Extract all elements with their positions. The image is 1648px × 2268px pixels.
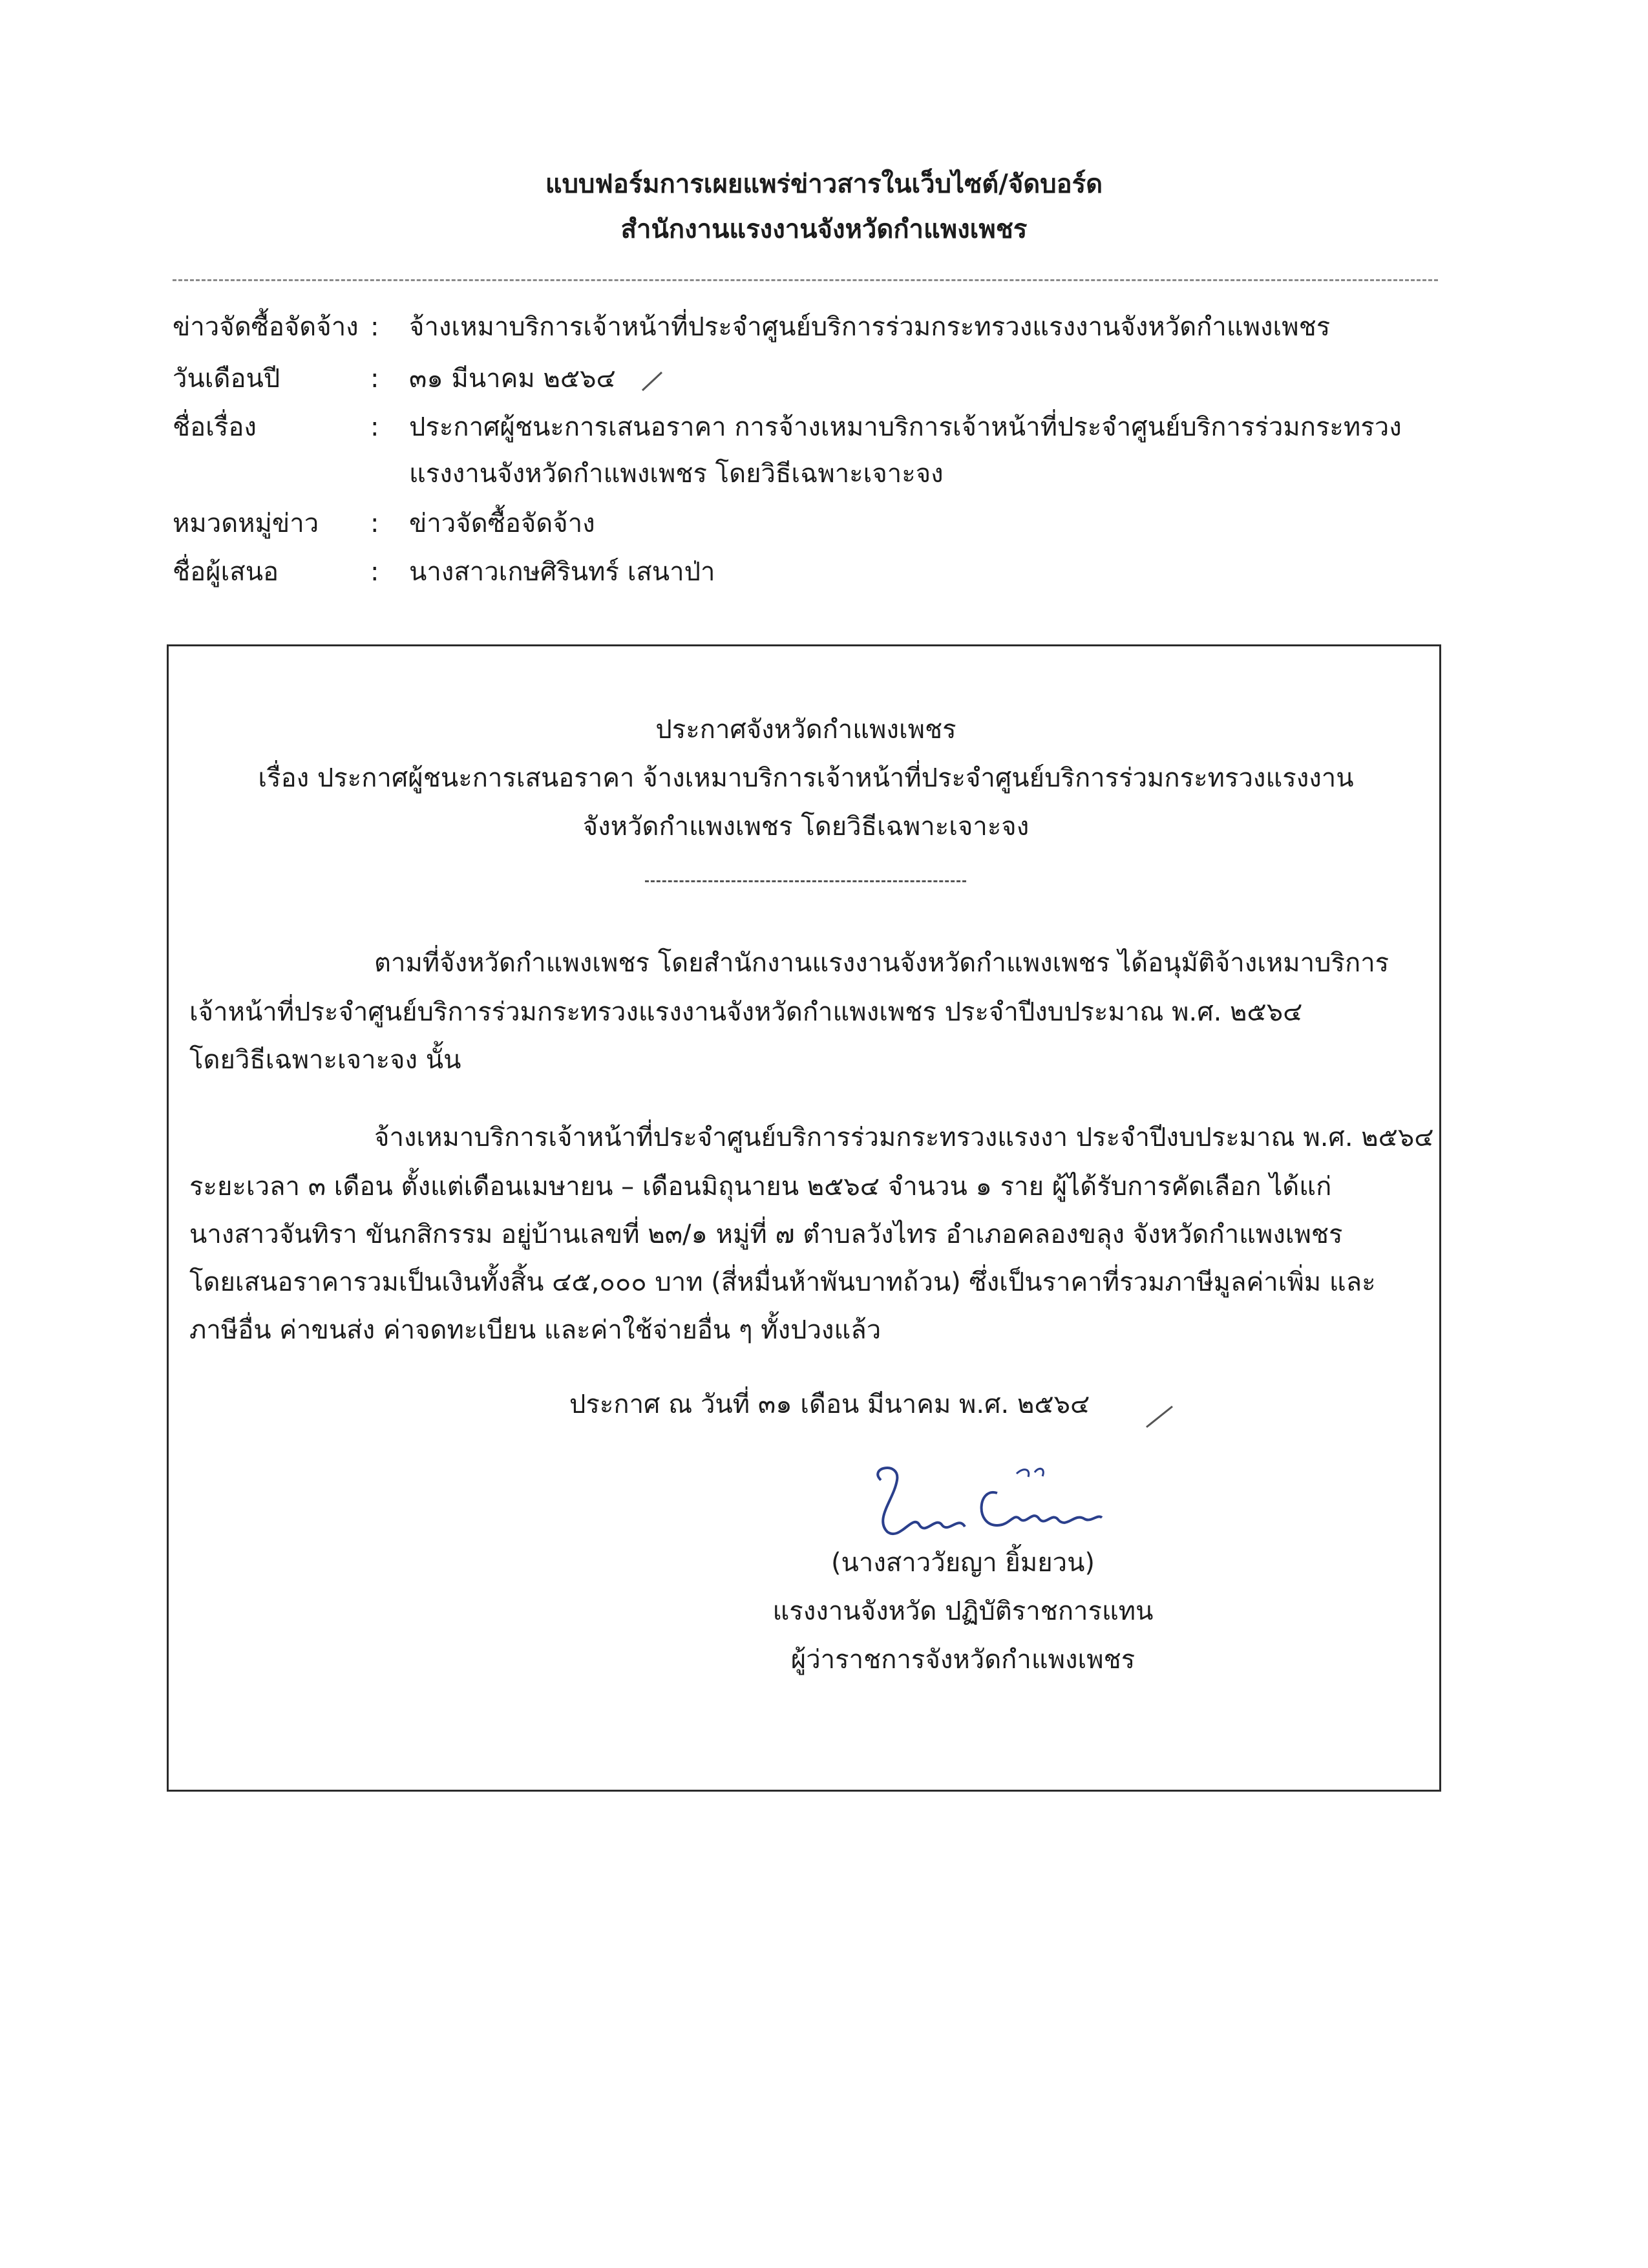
meta-value-continued: แรงงานจังหวัดกำแพงเพชร โดยวิธีเฉพาะเจาะจง bbox=[409, 459, 944, 489]
meta-colon: : bbox=[370, 509, 379, 538]
paragraph-line: นางสาวจันทิรา ขันกสิกรรม อยู่บ้านเลขที่ ๒๓/๑ หมู่ที่ ๗ ตำบลวังไทร อำเภอคลองขลุง จังหวัดกำแพงเพชร bbox=[189, 1220, 1343, 1249]
meta-value: ข่าวจัดซื้อจัดจ้าง bbox=[409, 509, 595, 538]
meta-value: จ้างเหมาบริการเจ้าหน้าที่ประจำศูนย์บริการร่วมกระทรวงแรงงานจังหวัดกำแพงเพชร bbox=[409, 312, 1331, 342]
meta-label: หมวดหมู่ข่าว bbox=[173, 509, 319, 538]
announcement-subject-cont: จังหวัดกำแพงเพชร โดยวิธีเฉพาะเจาะจง bbox=[582, 812, 1030, 842]
signatory-position: แรงงานจังหวัด ปฏิบัติราชการแทน bbox=[772, 1596, 1154, 1626]
paragraph-line: ภาษีอื่น ค่าขนส่ง ค่าจดทะเบียน และค่าใช้จ่ายอื่น ๆ ทั้งปวงแล้ว bbox=[189, 1315, 882, 1345]
paragraph-line: ตามที่จังหวัดกำแพงเพชร โดยสำนักงานแรงงานจังหวัดกำแพงเพชร ได้อนุมัติจ้างเหมาบริการ bbox=[374, 948, 1389, 978]
paragraph-line: โดยวิธีเฉพาะเจาะจง นั้น bbox=[189, 1045, 461, 1075]
meta-colon: : bbox=[370, 364, 379, 394]
paragraph-line: เจ้าหน้าที่ประจำศูนย์บริการร่วมกระทรวงแรงงานจังหวัดกำแพงเพชร ประจำปีงบประมาณ พ.ศ. ๒๕๖๔ bbox=[189, 997, 1303, 1027]
signatory-name: (นางสาววัยญา ยิ้มยวน) bbox=[830, 1548, 1095, 1578]
announcement-subject: เรื่อง ประกาศผู้ชนะการเสนอราคา จ้างเหมาบริการเจ้าหน้าที่ประจำศูนย์บริการร่วมกระทรวงแรงงาน bbox=[258, 763, 1354, 793]
paragraph-line: โดยเสนอราคารวมเป็นเงินทั้งสิ้น ๔๕,๐๐๐ บาท (สี่หมื่นห้าพันบาทถ้วน) ซึ่งเป็นราคาที่รวมภาษีมูลค่าเพิ่ม และ bbox=[189, 1267, 1376, 1297]
signatory-position-cont: ผู้ว่าราชการจังหวัดกำแพงเพชร bbox=[790, 1645, 1136, 1675]
meta-value: ประกาศผู้ชนะการเสนอราคา การจ้างเหมาบริการเจ้าหน้าที่ประจำศูนย์บริการร่วมกระทรวง bbox=[409, 412, 1402, 442]
meta-value: นางสาวเกษศิรินทร์ เสนาป่า bbox=[409, 557, 715, 587]
announce-date: ประกาศ ณ วันที่ ๓๑ เดือน มีนาคม พ.ศ. ๒๕๖๔ bbox=[569, 1390, 1090, 1419]
handwritten-signature bbox=[861, 1454, 1120, 1551]
meta-label: ข่าวจัดซื้อจัดจ้าง bbox=[173, 312, 359, 342]
meta-label: วันเดือนปี bbox=[173, 364, 280, 394]
form-title: แบบฟอร์มการเผยแพร่ข่าวสารในเว็บไซต์/จัดบอร์ด bbox=[545, 169, 1103, 199]
meta-label: ชื่อผู้เสนอ bbox=[173, 557, 279, 587]
meta-colon: : bbox=[370, 557, 379, 587]
meta-label: ชื่อเรื่อง bbox=[173, 412, 257, 442]
pen-tick-mark bbox=[640, 368, 666, 394]
paragraph-line: จ้างเหมาบริการเจ้าหน้าที่ประจำศูนย์บริการร่วมกระทรวงแรงงา ประจำปีงบประมาณ พ.ศ. ๒๕๖๔ bbox=[374, 1123, 1434, 1152]
meta-colon: : bbox=[370, 312, 379, 342]
meta-colon: : bbox=[370, 412, 379, 442]
office-title: สำนักงานแรงงานจังหวัดกำแพงเพชร bbox=[620, 215, 1028, 244]
header-divider bbox=[173, 279, 1438, 281]
paragraph-line: ระยะเวลา ๓ เดือน ตั้งแต่เดือนเมษายน – เดือนมิถุนายน ๒๕๖๔ จำนวน ๑ ราย ผู้ได้รับการคัดเลือก ได้แก่ bbox=[189, 1172, 1332, 1202]
pen-tick-mark bbox=[1144, 1403, 1176, 1431]
meta-value: ๓๑ มีนาคม ๒๕๖๔ bbox=[409, 364, 616, 394]
heading-divider bbox=[645, 880, 966, 882]
announcement-heading: ประกาศจังหวัดกำแพงเพชร bbox=[655, 715, 956, 745]
